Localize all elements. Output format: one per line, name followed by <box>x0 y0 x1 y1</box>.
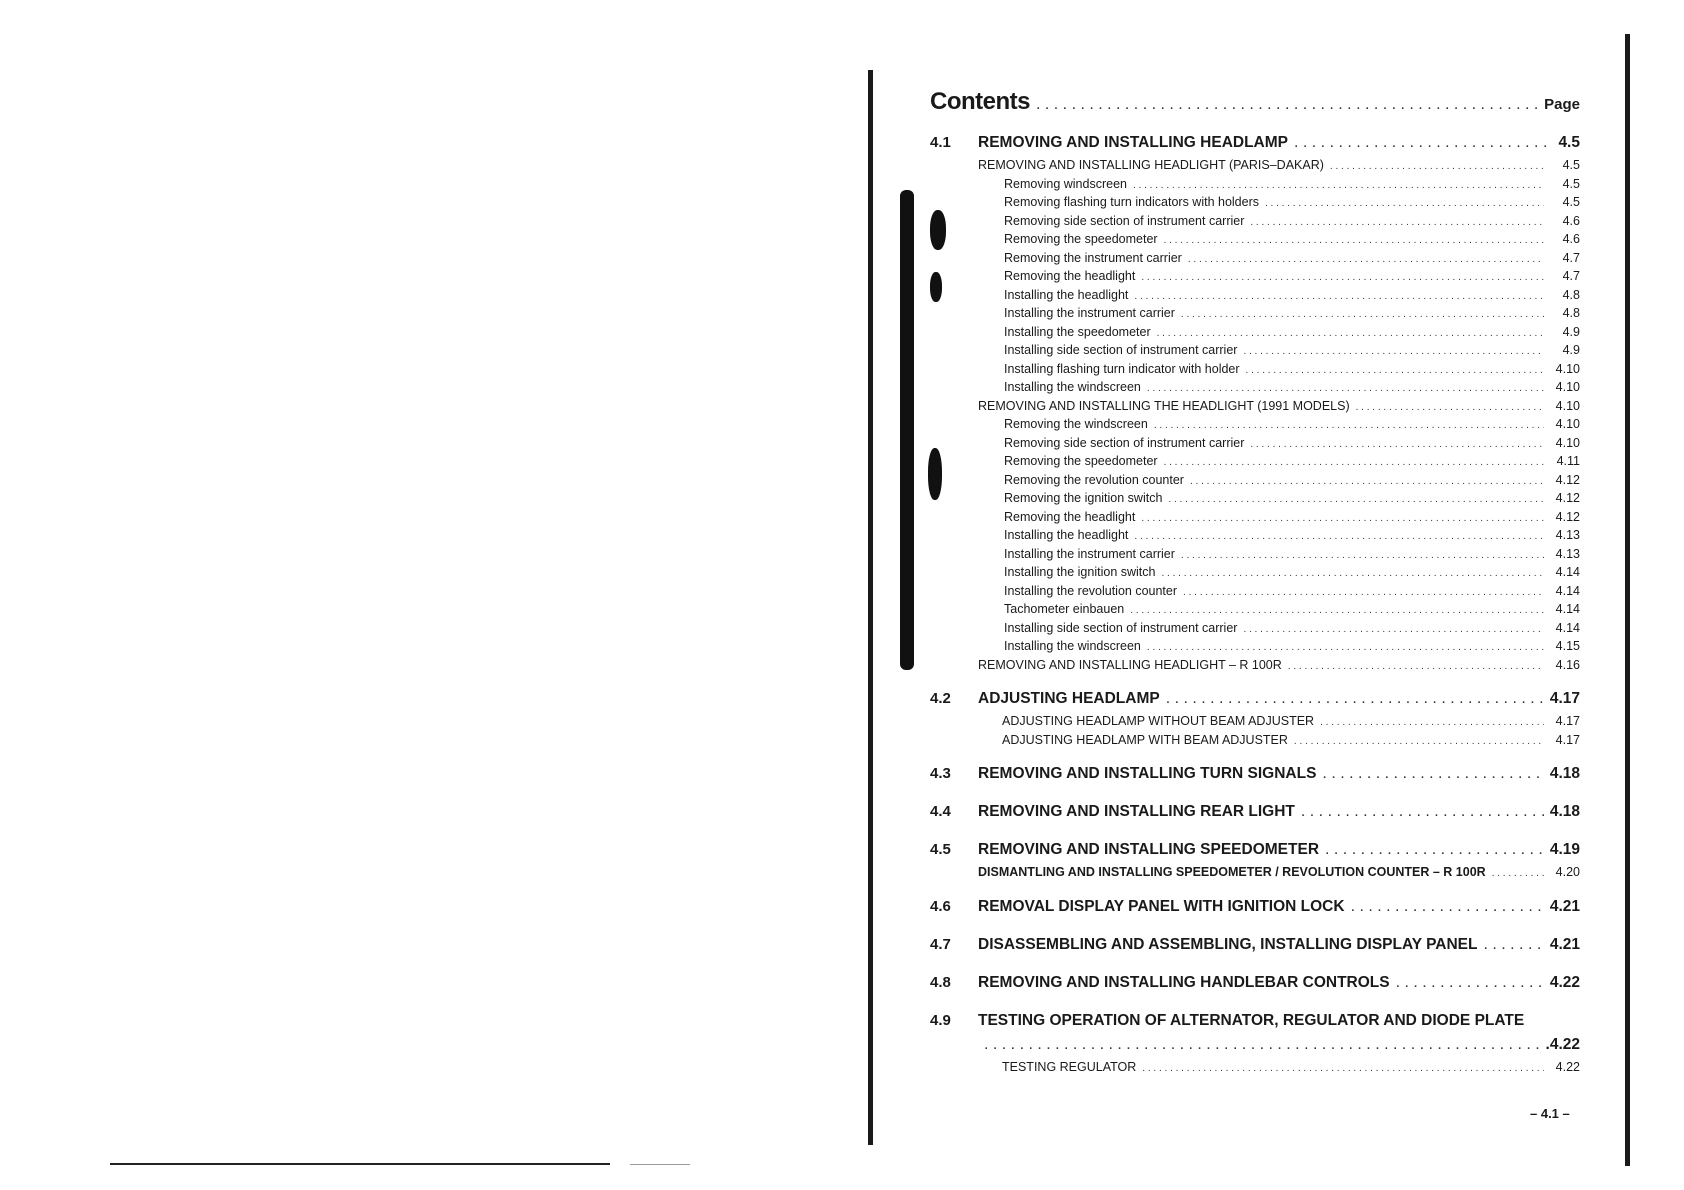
entry-title: Installing the windscreen <box>1004 639 1141 653</box>
entry-page: 4.8 <box>1562 287 1580 302</box>
leader-dots <box>1147 642 1544 653</box>
section-title: REMOVING AND INSTALLING REAR LIGHT <box>978 803 1295 820</box>
entry-title: Installing the speedometer <box>1004 324 1151 339</box>
toc-section <box>930 898 1580 922</box>
entry-title: Removing the ignition switch <box>1004 491 1163 505</box>
entry-page: 4.5 <box>1562 158 1580 172</box>
leader-dots <box>1141 513 1544 524</box>
toc-entry <box>930 214 1580 233</box>
toc-section <box>930 841 1580 884</box>
entry-page: 4.17 <box>1555 714 1580 728</box>
leader-dots <box>1188 254 1544 265</box>
entry-title: Installing the ignition switch <box>1004 565 1156 579</box>
leader-dots <box>1351 898 1544 916</box>
entry-page: 4.10 <box>1555 417 1580 431</box>
toc-entry <box>930 658 1580 677</box>
leader-dots <box>1134 531 1544 542</box>
entry-page: 4.12 <box>1555 472 1580 487</box>
entry-page: 4.8 <box>1562 306 1580 320</box>
entry-title: Tachometer einbauen <box>1004 602 1125 616</box>
entry-title: Installing the headlight <box>1004 287 1129 302</box>
entry-page: 4.12 <box>1555 509 1580 524</box>
leader-dots <box>1036 96 1538 114</box>
entry-page: 4.14 <box>1555 565 1580 579</box>
section-number: 4.2 <box>930 690 951 707</box>
section-heading-row <box>930 974 1580 998</box>
binding-spine <box>868 70 873 1145</box>
toc-entry <box>930 473 1580 492</box>
toc-entry <box>930 602 1580 621</box>
leader-dots <box>1166 690 1544 708</box>
entry-page: 4.10 <box>1555 361 1580 376</box>
toc-entry <box>930 399 1580 418</box>
ink-blot <box>900 190 914 670</box>
section-heading-row <box>930 690 1580 714</box>
entry-page: 4.7 <box>1562 250 1580 265</box>
toc-section <box>930 690 1580 751</box>
section-heading-row <box>930 936 1580 960</box>
leader-dots <box>984 1036 1540 1054</box>
entry-title: Installing the instrument carrier <box>1004 546 1175 561</box>
leader-dots <box>1190 476 1544 487</box>
section-page: .4.22 <box>1545 1035 1580 1053</box>
entry-title: REMOVING AND INSTALLING HEADLIGHT (PARIS–DAKAR) <box>978 158 1324 172</box>
section-title: REMOVING AND INSTALLING SPEEDOMETER <box>978 841 1320 858</box>
section-page: 4.19 <box>1549 841 1580 858</box>
section-number: 4.4 <box>930 803 951 820</box>
entry-page: 4.9 <box>1562 343 1580 357</box>
leader-dots <box>1183 587 1544 598</box>
entry-page: 4.9 <box>1562 324 1580 339</box>
entry-page: 4.12 <box>1555 491 1580 505</box>
entry-title: DISMANTLING AND INSTALLING SPEEDOMETER / REVOLUTION COUNTER – R 100R <box>978 865 1486 879</box>
entry-page: 4.13 <box>1555 546 1580 561</box>
section-title: REMOVING AND INSTALLING HANDLEBAR CONTROLS <box>978 973 1390 991</box>
toc-section <box>930 936 1580 960</box>
toc-entry <box>930 417 1580 436</box>
toc-section <box>930 803 1580 827</box>
entry-title: ADJUSTING HEADLAMP WITHOUT BEAM ADJUSTER <box>1002 714 1315 728</box>
entry-title: REMOVING AND INSTALLING THE HEADLIGHT (1991 MODELS) <box>978 398 1350 413</box>
toc-entry <box>930 269 1580 288</box>
section-number: 4.7 <box>930 935 951 953</box>
leader-dots <box>1161 568 1544 579</box>
entry-page: 4.14 <box>1555 602 1580 616</box>
leader-dots <box>1164 457 1544 468</box>
section-page: 4.21 <box>1549 897 1580 915</box>
leader-dots <box>1265 198 1544 209</box>
divider <box>630 1164 690 1165</box>
entry-page: 4.14 <box>1555 620 1580 635</box>
page-edge <box>1625 34 1630 1166</box>
entry-page: 4.16 <box>1555 657 1580 672</box>
leader-dots <box>1181 309 1544 320</box>
entry-page: 4.10 <box>1555 380 1580 394</box>
entry-title: Installing the headlight <box>1004 528 1129 542</box>
toc-entry <box>930 491 1580 510</box>
leader-dots <box>1492 868 1544 879</box>
page-title: Contents <box>930 88 1030 115</box>
entry-page: 4.11 <box>1556 454 1580 468</box>
toc-entry <box>930 639 1580 658</box>
toc-entry <box>930 232 1580 251</box>
entry-title: ADJUSTING HEADLAMP WITH BEAM ADJUSTER <box>1002 732 1288 747</box>
toc-entry <box>930 547 1580 566</box>
toc-section <box>930 134 1580 676</box>
section-heading-row <box>930 841 1580 865</box>
section-number: 4.6 <box>930 897 951 915</box>
leader-dots <box>1396 974 1544 992</box>
toc-section <box>930 765 1580 789</box>
toc-entry <box>930 565 1580 584</box>
leader-dots <box>1243 346 1544 357</box>
entry-title: Installing the instrument carrier <box>1004 306 1175 320</box>
leader-dots <box>1250 217 1544 228</box>
section-page: 4.21 <box>1549 935 1580 953</box>
entry-title: Removing the instrument carrier <box>1004 250 1182 265</box>
entry-title: Removing flashing turn indicators with holders <box>1004 195 1259 209</box>
entry-title: REMOVING AND INSTALLING HEADLIGHT – R 100R <box>978 657 1282 672</box>
section-number: 4.3 <box>930 765 951 782</box>
leader-dots <box>1356 402 1544 413</box>
leader-dots <box>1154 420 1544 431</box>
toc-entry <box>930 584 1580 603</box>
entry-title: Removing the headlight <box>1004 509 1136 524</box>
leader-dots <box>1147 383 1544 394</box>
entry-title: Removing side section of instrument carrier <box>1004 213 1245 228</box>
section-page: 4.17 <box>1549 690 1580 707</box>
section-title: TESTING OPERATION OF ALTERNATOR, REGULATOR AND DIODE PLATE <box>978 1011 1525 1029</box>
leader-dots <box>1330 161 1544 172</box>
toc-entry <box>930 528 1580 547</box>
entry-title: Installing flashing turn indicator with holder <box>1004 361 1240 376</box>
leader-dots <box>1141 272 1544 283</box>
toc-entry <box>930 1060 1580 1079</box>
toc-entry <box>930 195 1580 214</box>
toc-entry <box>930 454 1580 473</box>
entry-page: 4.10 <box>1555 435 1580 450</box>
contents-header <box>930 88 1580 134</box>
entry-title: Installing side section of instrument carrier <box>1004 343 1238 357</box>
toc-entry <box>930 380 1580 399</box>
leader-dots <box>1243 624 1544 635</box>
toc-entry <box>930 306 1580 325</box>
section-heading-row <box>930 765 1580 789</box>
page-column-label: Page <box>1544 96 1580 113</box>
leader-dots <box>1483 936 1543 954</box>
entry-title: Removing the headlight <box>1004 269 1136 283</box>
leader-dots <box>1294 736 1544 747</box>
entry-title: Removing windscreen <box>1004 176 1127 191</box>
section-number: 4.5 <box>930 841 951 858</box>
leader-dots <box>1294 134 1552 152</box>
entry-title: Removing side section of instrument carrier <box>1004 435 1245 450</box>
section-number: 4.9 <box>930 1011 951 1029</box>
leader-dots <box>1246 365 1544 376</box>
entry-page: 4.5 <box>1562 195 1580 209</box>
toc-section <box>930 1012 1580 1079</box>
leader-dots <box>1181 550 1544 561</box>
entry-title: TESTING REGULATOR <box>1002 1059 1137 1074</box>
section-page: 4.5 <box>1558 134 1580 151</box>
section-page: 4.22 <box>1549 973 1580 991</box>
section-heading-row <box>930 898 1580 922</box>
toc-entry <box>930 733 1580 752</box>
section-heading-row <box>930 803 1580 827</box>
entry-title: Installing side section of instrument carrier <box>1004 620 1238 635</box>
entry-page: 4.22 <box>1555 1059 1580 1074</box>
leader-dots <box>1164 235 1544 246</box>
toc-entry <box>930 436 1580 455</box>
section-heading-row-continued <box>930 1036 1580 1060</box>
section-page: 4.18 <box>1549 803 1580 820</box>
entry-title: Installing the windscreen <box>1004 380 1141 394</box>
leader-dots <box>1168 494 1544 505</box>
entry-title: Installing the revolution counter <box>1004 583 1178 598</box>
entry-title: Removing the windscreen <box>1004 417 1148 431</box>
section-heading-row <box>930 134 1580 158</box>
toc-entry <box>930 158 1580 177</box>
toc-section <box>930 974 1580 998</box>
leader-dots <box>1133 180 1544 191</box>
section-page: 4.18 <box>1549 765 1580 782</box>
leader-dots <box>1301 803 1544 821</box>
entry-title: Removing the speedometer <box>1004 232 1158 246</box>
toc-entry <box>930 288 1580 307</box>
toc-entry <box>930 343 1580 362</box>
section-title: REMOVING AND INSTALLING HEADLAMP <box>978 134 1288 151</box>
leader-dots <box>1157 328 1544 339</box>
section-number: 4.8 <box>930 973 951 991</box>
toc-entry <box>930 621 1580 640</box>
entry-page: 4.5 <box>1562 176 1580 191</box>
section-heading-row <box>930 1012 1580 1036</box>
entry-page: 4.13 <box>1555 528 1580 542</box>
toc-entry <box>930 510 1580 529</box>
entry-page: 4.17 <box>1555 732 1580 747</box>
section-title: REMOVAL DISPLAY PANEL WITH IGNITION LOCK <box>978 897 1345 915</box>
divider <box>110 1163 610 1165</box>
toc-list <box>930 134 1580 1078</box>
leader-dots <box>1325 841 1544 859</box>
entry-title: Removing the speedometer <box>1004 454 1158 468</box>
toc-entry <box>930 325 1580 344</box>
leader-dots <box>1142 1063 1544 1074</box>
leader-dots <box>1130 605 1544 616</box>
section-title: DISASSEMBLING AND ASSEMBLING, INSTALLING DISPLAY PANEL <box>978 935 1478 953</box>
toc-entry <box>930 251 1580 270</box>
toc-entry <box>930 362 1580 381</box>
section-title: ADJUSTING HEADLAMP <box>978 690 1160 707</box>
entry-page: 4.6 <box>1562 232 1580 246</box>
entry-page: 4.14 <box>1555 583 1580 598</box>
toc-entry <box>930 865 1580 884</box>
leader-dots <box>1320 717 1544 728</box>
entry-page: 4.20 <box>1555 865 1580 879</box>
leader-dots <box>1250 439 1544 450</box>
entry-page: 4.15 <box>1555 639 1580 653</box>
leader-dots <box>1134 291 1544 302</box>
leader-dots <box>1288 661 1544 672</box>
entry-page: 4.6 <box>1562 213 1580 228</box>
entry-page: 4.7 <box>1562 269 1580 283</box>
contents-page <box>930 88 1580 1078</box>
page-number: – 4.1 – <box>1530 1106 1570 1121</box>
entry-title: Removing the revolution counter <box>1004 472 1184 487</box>
toc-entry <box>930 177 1580 196</box>
entry-page: 4.10 <box>1555 398 1580 413</box>
toc-entry <box>930 714 1580 733</box>
section-title: REMOVING AND INSTALLING TURN SIGNALS <box>978 765 1317 782</box>
leader-dots <box>1322 765 1543 783</box>
section-number: 4.1 <box>930 134 951 151</box>
